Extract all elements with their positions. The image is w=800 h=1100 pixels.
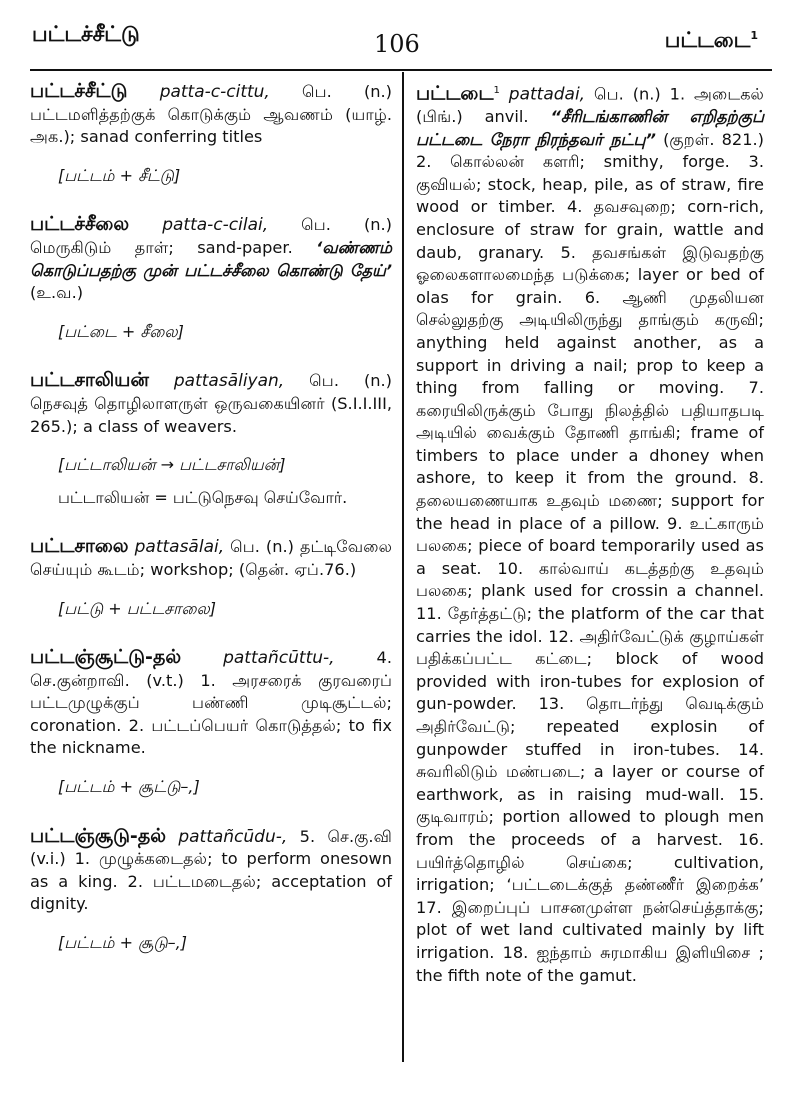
header-rule xyxy=(30,69,772,71)
entry-headword: பட்டடை xyxy=(416,82,494,105)
dictionary-entry xyxy=(30,646,392,799)
entry-etymology: [பட்டு + பட்டசாலை] xyxy=(58,598,216,618)
entry-quotation: “சீரிடங்காணின் எறிதற்குப் பட்டடை நேரா நிரந்தவர் நட்பு” xyxy=(416,106,764,149)
sense: 5. தவசங்கள் இடுவதற்கு ஓலைகளாலமைந்த படுக்கை; layer or bed of olas for grain. xyxy=(416,242,764,307)
sense: 7. கரையிலிருக்கும் போது நிலத்தில் பதியாதபடி அடியில் வைக்கும் தோணி தாங்கி; frame of timbers to place under a dhoney when ashore, to keep it from the ground. xyxy=(416,378,764,488)
dictionary-entry xyxy=(30,369,392,509)
sense: 15. குடிவாரம்; portion allowed to plough men from the proceeds of a harvest. xyxy=(416,784,764,849)
dictionary-entry xyxy=(30,535,392,620)
sense: 10. கால்வாய் கடத்தற்கு உதவும் பலகை; plank used for crossin a channel. xyxy=(416,558,764,601)
sense: 16. பயிர்த்தொழில் செய்கை; cultivation, irrigation; ‘பட்டடைக்குத் தண்ணீர் இறைக்க’ xyxy=(416,829,764,895)
header-right-text: பட்டடை xyxy=(664,28,751,52)
dictionary-entry xyxy=(416,80,764,987)
dictionary-entry xyxy=(30,825,392,955)
entry-etymology: [பட்டாலியன் → பட்டசாலியன்] xyxy=(58,455,286,475)
sense: 18. ஐந்தாம் சுரமாகிய இளியிசை ; the fifth note of the gamut. xyxy=(416,942,764,985)
headword-superscript: 1 xyxy=(493,85,500,96)
entry-grammar: பெ. (n.) xyxy=(224,537,300,557)
header-left-guideword: பட்டச்சீட்டு xyxy=(32,22,140,46)
entry-headword: பட்டஞ்சூட்டு-தல் xyxy=(30,646,182,669)
sense: 14. சுவரிலிடும் மண்படை; a layer or course of earthwork, as in raising mud-wall. xyxy=(416,739,764,804)
entry-grammar: 4. செ.குன்றாவி. (v.t.) xyxy=(30,648,392,690)
entry-transliteration: patta-c-cilai, xyxy=(162,215,269,236)
entry-text xyxy=(30,535,392,581)
dictionary-entry xyxy=(30,80,392,187)
entry-etymology: [பட்டை + சீலை] xyxy=(58,321,184,341)
page-number: 106 xyxy=(374,30,420,58)
sense: 8. தலையணையாக உதவும் மணை; support for the head in place of a pillow. xyxy=(416,468,764,533)
entry-definition: மெருகிடும் தாள்; sand-paper. xyxy=(30,237,317,257)
entry-text xyxy=(30,213,392,304)
sense: 12. அதிர்வேட்டுக் குழாய்கள் பதிக்கப்பட்ட கட்டை; block of wood provided with iron-tubes for explosion of gun-powder. xyxy=(416,626,764,714)
sense: 4. தவசவுறை; corn-rich, enclosure of straw for grain, wattle and daub, granary. xyxy=(416,197,764,262)
entry-definition: 1. முழுக்கடைதல்; to perform onesown as a king. 2. பட்டமடைதல்; acceptation of dignity. xyxy=(30,849,393,914)
header-right-guideword xyxy=(665,28,758,55)
left-column xyxy=(30,80,392,981)
entry-headword: பட்டச்சீலை xyxy=(30,213,130,236)
entry-transliteration: pattañcūdu-, xyxy=(178,826,288,847)
entry-definition: நெசவுத் தொழிலாளருள் ஒருவகையினர் (S.I.I.III, 265.); a class of weavers. xyxy=(30,393,392,436)
right-column xyxy=(416,80,764,987)
column-divider xyxy=(402,72,404,1062)
entry-grammar: பெ. (n.) xyxy=(268,215,392,235)
entry-grammar: 5. செ.கு.வி (v.i.) xyxy=(30,826,392,869)
sense: 2. கொல்லன் களரி; smithy, forge. xyxy=(416,152,730,172)
entry-note: பட்டாலியன் = பட்டுநெசவு செய்வோர். xyxy=(58,487,348,507)
entry-etymology: [பட்டம் + சீட்டு] xyxy=(58,165,181,185)
page-header xyxy=(0,0,800,74)
entry-grammar: பெ. (n.) xyxy=(269,82,392,101)
entry-headword: பட்டஞ்சூடு-தல் xyxy=(30,824,166,847)
sense: 3. குவியல்; stock, heap, pile, as of straw, fire wood or timber. xyxy=(416,152,764,217)
entry-grammar: பெ. (n.) xyxy=(284,371,392,391)
dictionary-entry xyxy=(30,213,392,343)
entry-quotation: ‘வண்ணம் கொடுப்பதற்கு முன் பட்டச்சீலை கொண்டு தேய்’ xyxy=(30,237,392,280)
entry-transliteration: patta-c-cittu, xyxy=(159,82,270,102)
entry-transliteration: pattañcūttu-, xyxy=(223,648,335,669)
entry-text xyxy=(30,646,392,760)
entry-etymology: [பட்டம் + சூடு–,] xyxy=(58,933,187,953)
entry-grammar: பெ. (n.) xyxy=(585,84,670,104)
sense: 17. இறைப்புப் பாசனமுள்ள நன்செய்த்தாக்கு; plot of wet land cultivated mainly by lift irrigation. xyxy=(416,897,764,962)
sense: 9. உட்காரும் பலகை; piece of board temporarily used as a seat. xyxy=(416,513,764,578)
entry-definition: தட்டிவேலை செய்யும் கூடம்; workshop; (தென். ஏப்.76.) xyxy=(30,537,393,579)
header-right-superscript: 1 xyxy=(750,29,758,42)
sense-1: 1. அடைகல் (பிங்.) anvil. xyxy=(416,84,764,126)
entry-etymology: [பட்டம் + சூட்டு–,] xyxy=(58,777,200,797)
sense: 13. தொடர்ந்து வெடிக்கும் அதிர்வேட்டு; repeated explosin of gunpowder stuffed in iron-tubes. xyxy=(416,694,764,759)
entry-text xyxy=(30,825,392,916)
entry-text xyxy=(30,369,392,438)
entry-transliteration: pattasālai, xyxy=(134,537,225,558)
entry-transliteration: pattasāliyan, xyxy=(173,371,285,392)
entry-headword: பட்டச்சீட்டு xyxy=(30,80,128,102)
entry-citation: (உ.வ.) xyxy=(30,283,84,303)
entry-definition: பட்டமளித்தற்குக் கொடுக்கும் ஆவணம் (யாழ். அக.); sanad conferring titles xyxy=(30,104,392,147)
entry-transliteration: pattadai, xyxy=(508,84,586,105)
entry-definition: 1. அரசரைக் குரவரைப் பட்டமுழுக்குப் பண்ணி முடிசூட்டல்; coronation. 2. பட்டப்பெயர் கொடுத்தல்; to fix the nickname. xyxy=(30,670,392,758)
entry-text xyxy=(30,80,392,149)
sense: 11. தேர்த்தட்டு; the platform of the car that carries the idol. xyxy=(416,604,764,646)
entry-headword: பட்டசாலை xyxy=(30,535,129,558)
sense: 6. ஆணி முதலியன செல்லுதற்கு அடியிலிருந்து தாங்கும் கருவி; anything held against another, as a support in driving a nail; prop to keep a thing from falling or moving. xyxy=(416,287,764,398)
entry-headword: பட்டசாலியன் xyxy=(30,369,149,392)
entry-citation: (குறள். 821.) xyxy=(655,129,764,149)
